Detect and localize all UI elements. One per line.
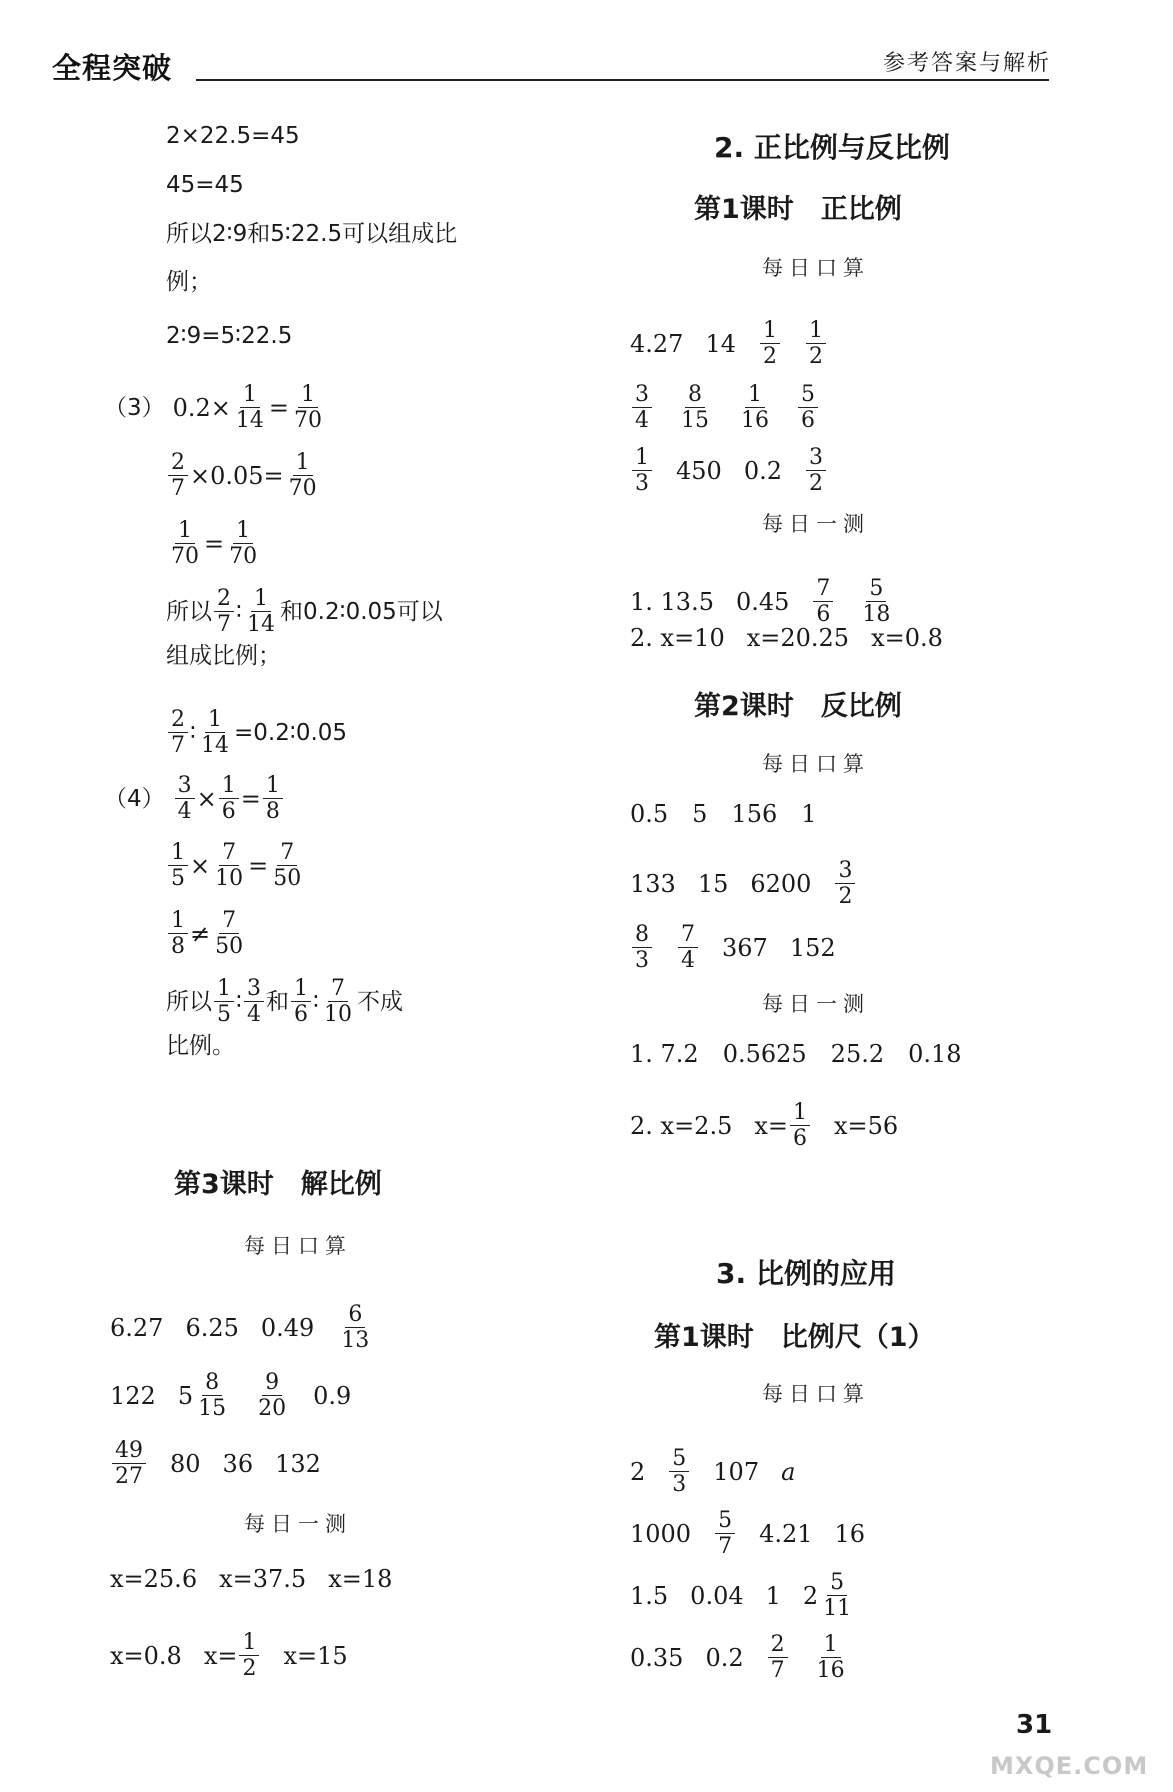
fraction: $\frac{1}{6}$: [291, 976, 311, 1027]
answer-line: 所以 $\frac{1}{5}$ ∶ $\frac{3}{4}$ 和 $\frac{1}{6}$ ∶ $\frac{7}{10}$ 不成: [166, 976, 403, 1027]
fraction: $\frac{3}{2}$: [835, 858, 855, 909]
fraction: $\frac{1}{70}$: [171, 518, 199, 569]
fraction: $\frac{3}{4}$: [632, 382, 652, 433]
fraction: $\frac{7}{4}$: [678, 922, 698, 973]
fraction: $\frac{1}{2}$: [760, 318, 780, 369]
fraction: $\frac{2}{7}$: [168, 707, 188, 758]
lesson-title: 第1课时 正比例: [694, 194, 902, 225]
fraction: $\frac{1}{16}$: [816, 1632, 845, 1683]
subsection-title: 每日口算: [244, 1234, 352, 1258]
answer-line: $\frac{1}{8}$ ≠ $\frac{7}{50}$: [166, 908, 248, 959]
answer-line: 2×22.5=45: [166, 123, 300, 149]
fraction: $\frac{5}{18}$: [862, 576, 891, 627]
fraction: $\frac{49}{27}$: [112, 1438, 146, 1489]
fraction: $\frac{2}{7}$: [214, 586, 234, 637]
fraction: $\frac{1}{8}$: [168, 908, 188, 959]
fraction: $\frac{5}{7}$: [715, 1508, 735, 1559]
item-label: （4）: [104, 785, 165, 812]
fraction: $\frac{1}{2}$: [239, 1630, 259, 1681]
watermark: MXQE.COM: [990, 1752, 1149, 1780]
answer-line: 0.5 5 156 1: [630, 800, 817, 828]
fraction: $\frac{1}{5}$: [214, 976, 234, 1027]
subsection-title: 每日口算: [762, 752, 870, 776]
lesson-title: 第1课时 比例尺（1）: [654, 1322, 935, 1353]
fraction: $\frac{7}{50}$: [273, 840, 302, 891]
fraction: $\frac{2}{7}$: [168, 450, 188, 501]
fraction: $\frac{1}{70}$: [229, 518, 258, 569]
fraction: $\frac{1}{8}$: [263, 773, 283, 824]
fraction: $\frac{3}{4}$: [244, 976, 264, 1027]
fraction: $\frac{7}{10}$: [324, 976, 352, 1027]
lesson-title: 第2课时 反比例: [694, 691, 902, 722]
fraction: $\frac{8}{3}$: [632, 922, 652, 973]
header-title: 参考答案与解析: [882, 51, 1051, 76]
fraction: $\frac{1}{14}$: [201, 707, 229, 758]
fraction: $\frac{1}{14}$: [235, 382, 264, 433]
answer-line: 0.35 0.2 $\frac{2}{7}$ $\frac{1}{16}$: [630, 1632, 850, 1683]
fraction: $\frac{3}{2}$: [806, 445, 826, 496]
answer-line: （4） $\frac{3}{4}$ × $\frac{1}{6}$ = $\frac{1}{8}$: [104, 773, 285, 824]
answer-line: $\frac{49}{27}$ 80 36 132: [110, 1438, 321, 1489]
fraction: $\frac{5}{3}$: [669, 1446, 689, 1497]
page-number: 31: [1016, 1710, 1053, 1740]
header-rule: [196, 79, 1049, 81]
answer-line: 122 5 $\frac{8}{15}$ $\frac{9}{20}$ 0.9: [110, 1370, 352, 1421]
fraction: $\frac{8}{15}$: [198, 1370, 227, 1421]
answer-line: $\frac{2}{7}$ ×0.05= $\frac{1}{70}$: [166, 450, 322, 501]
answer-line: [630, 382, 820, 433]
answer-line: 1. 13.5 0.45 $\frac{7}{6}$ $\frac{5}{18}$: [630, 576, 895, 627]
fraction: $\frac{1}{70}$: [294, 382, 323, 433]
fraction: $\frac{1}{16}$: [741, 382, 769, 433]
subsection-title: 每日口算: [762, 256, 870, 280]
lesson-title: 第3课时 解比例: [174, 1169, 382, 1200]
answer-line: 6.27 6.25 0.49 $\frac{6}{13}$: [110, 1302, 374, 1353]
answer-line: （3） 0.2× $\frac{1}{14}$ = $\frac{1}{70}$: [104, 382, 327, 433]
answer-line: 2∶9=5∶22.5: [166, 323, 293, 349]
fraction: $\frac{1}{5}$: [168, 840, 188, 891]
answer-line: 所以 $\frac{2}{7}$ ∶ $\frac{1}{14}$ 和0.2∶0.05可以: [166, 586, 443, 637]
fraction: $\frac{7}{6}$: [813, 576, 833, 627]
item-label: （3）: [104, 394, 165, 421]
fraction: $\frac{1}{3}$: [632, 445, 652, 496]
answer-line: $\frac{1}{3}$ 450 0.2 $\frac{3}{2}$: [630, 445, 828, 496]
subsection-title: 每日一测: [244, 1512, 352, 1536]
unit-title: 2. 正比例与反比例: [714, 131, 950, 164]
fraction: $\frac{8}{15}$: [681, 382, 709, 433]
answer-line: 133 15 6200 $\frac{3}{2}$: [630, 858, 857, 909]
answer-line: 例；: [166, 269, 212, 295]
answer-line: 45=45: [166, 172, 244, 198]
unit-title: 3. 比例的应用: [716, 1257, 896, 1290]
answer-line: 2 $\frac{5}{3}$ 107 a: [630, 1446, 796, 1497]
brand-logo: 全程突破: [52, 51, 173, 85]
fraction: $\frac{5}{11}$: [823, 1570, 852, 1621]
answer-line: 所以2∶9和5∶22.5可以组成比: [166, 221, 458, 247]
answer-line: 1000 $\frac{5}{7}$ 4.21 16: [630, 1508, 866, 1559]
fraction: $\frac{1}{6}$: [790, 1100, 810, 1151]
answer-line: 2. x=2.5 x= $\frac{1}{6}$ x=56: [630, 1100, 899, 1151]
expr-text: 0.2×: [172, 393, 231, 422]
fraction: $\frac{5}{6}$: [798, 382, 818, 433]
answer-line: 1. 7.2 0.5625 25.2 0.18: [630, 1040, 962, 1068]
answer-line: 组成比例；: [166, 643, 281, 669]
answer-line: $\frac{1}{5}$ × $\frac{7}{10}$ = $\frac{7}{50}$: [166, 840, 306, 891]
answer-line: $\frac{2}{7}$ ∶ $\frac{1}{14}$ =0.2∶0.05: [166, 707, 347, 758]
fraction: $\frac{1}{70}$: [288, 450, 317, 501]
fraction: $\frac{1}{2}$: [806, 318, 826, 369]
fraction: $\frac{3}{4}$: [175, 773, 195, 824]
fraction: $\frac{2}{7}$: [768, 1632, 788, 1683]
answer-line: 2. x=10 x=20.25 x=0.8: [630, 624, 943, 652]
answer-line: 4.27 14 $\frac{1}{2}$ $\frac{1}{2}$: [630, 318, 828, 369]
subsection-title: 每日口算: [762, 1382, 870, 1406]
answer-line: x=0.8 x= $\frac{1}{2}$ x=15: [110, 1630, 348, 1681]
fraction: $\frac{1}{6}$: [219, 773, 239, 824]
answer-line: $\frac{8}{3}$ $\frac{7}{4}$ 367 152: [630, 922, 836, 973]
fraction: $\frac{6}{13}$: [341, 1302, 370, 1353]
fraction: $\frac{1}{14}$: [247, 586, 275, 637]
subsection-title: 每日一测: [762, 992, 870, 1016]
fraction: $\frac{9}{20}$: [258, 1370, 287, 1421]
fraction: $\frac{7}{50}$: [215, 908, 244, 959]
answer-line: x=25.6 x=37.5 x=18: [110, 1565, 393, 1593]
answer-line: 比例。: [166, 1033, 235, 1059]
subsection-title: 每日一测: [762, 512, 870, 536]
answer-line: 1.5 0.04 1 2 $\frac{5}{11}$: [630, 1570, 856, 1621]
answer-line: $\frac{1}{70}$ = $\frac{1}{70}$: [166, 518, 262, 569]
fraction: $\frac{7}{10}$: [215, 840, 244, 891]
